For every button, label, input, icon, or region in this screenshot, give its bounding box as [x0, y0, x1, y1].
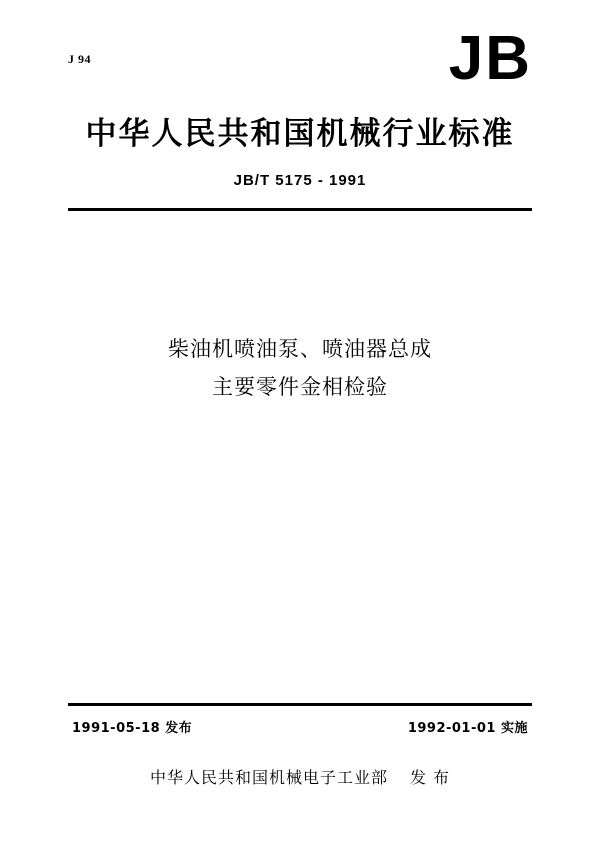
issue-date: 1991-05-18 发布 [72, 721, 193, 736]
document-title [0, 330, 600, 406]
document-title-line-2: 主要零件金相检验 [212, 375, 388, 399]
divider-top [68, 208, 532, 211]
standard-number: JB/T 5175 - 1991 [233, 172, 367, 189]
divider-bottom [68, 703, 532, 706]
effective-date: 1992-01-01 实施 [407, 721, 528, 736]
standard-organization-title: 中华人民共和国机械行业标准 [85, 116, 515, 152]
publisher-line [0, 765, 600, 788]
publisher-name: 中华人民共和国机械电子工业部 [149, 768, 388, 787]
publisher-suffix: 发 布 [409, 768, 451, 787]
document-title-line-1: 柴油机喷油泵、喷油器总成 [168, 337, 432, 361]
classification-code: J 94 [68, 52, 91, 66]
jb-logo: JB [448, 24, 532, 93]
